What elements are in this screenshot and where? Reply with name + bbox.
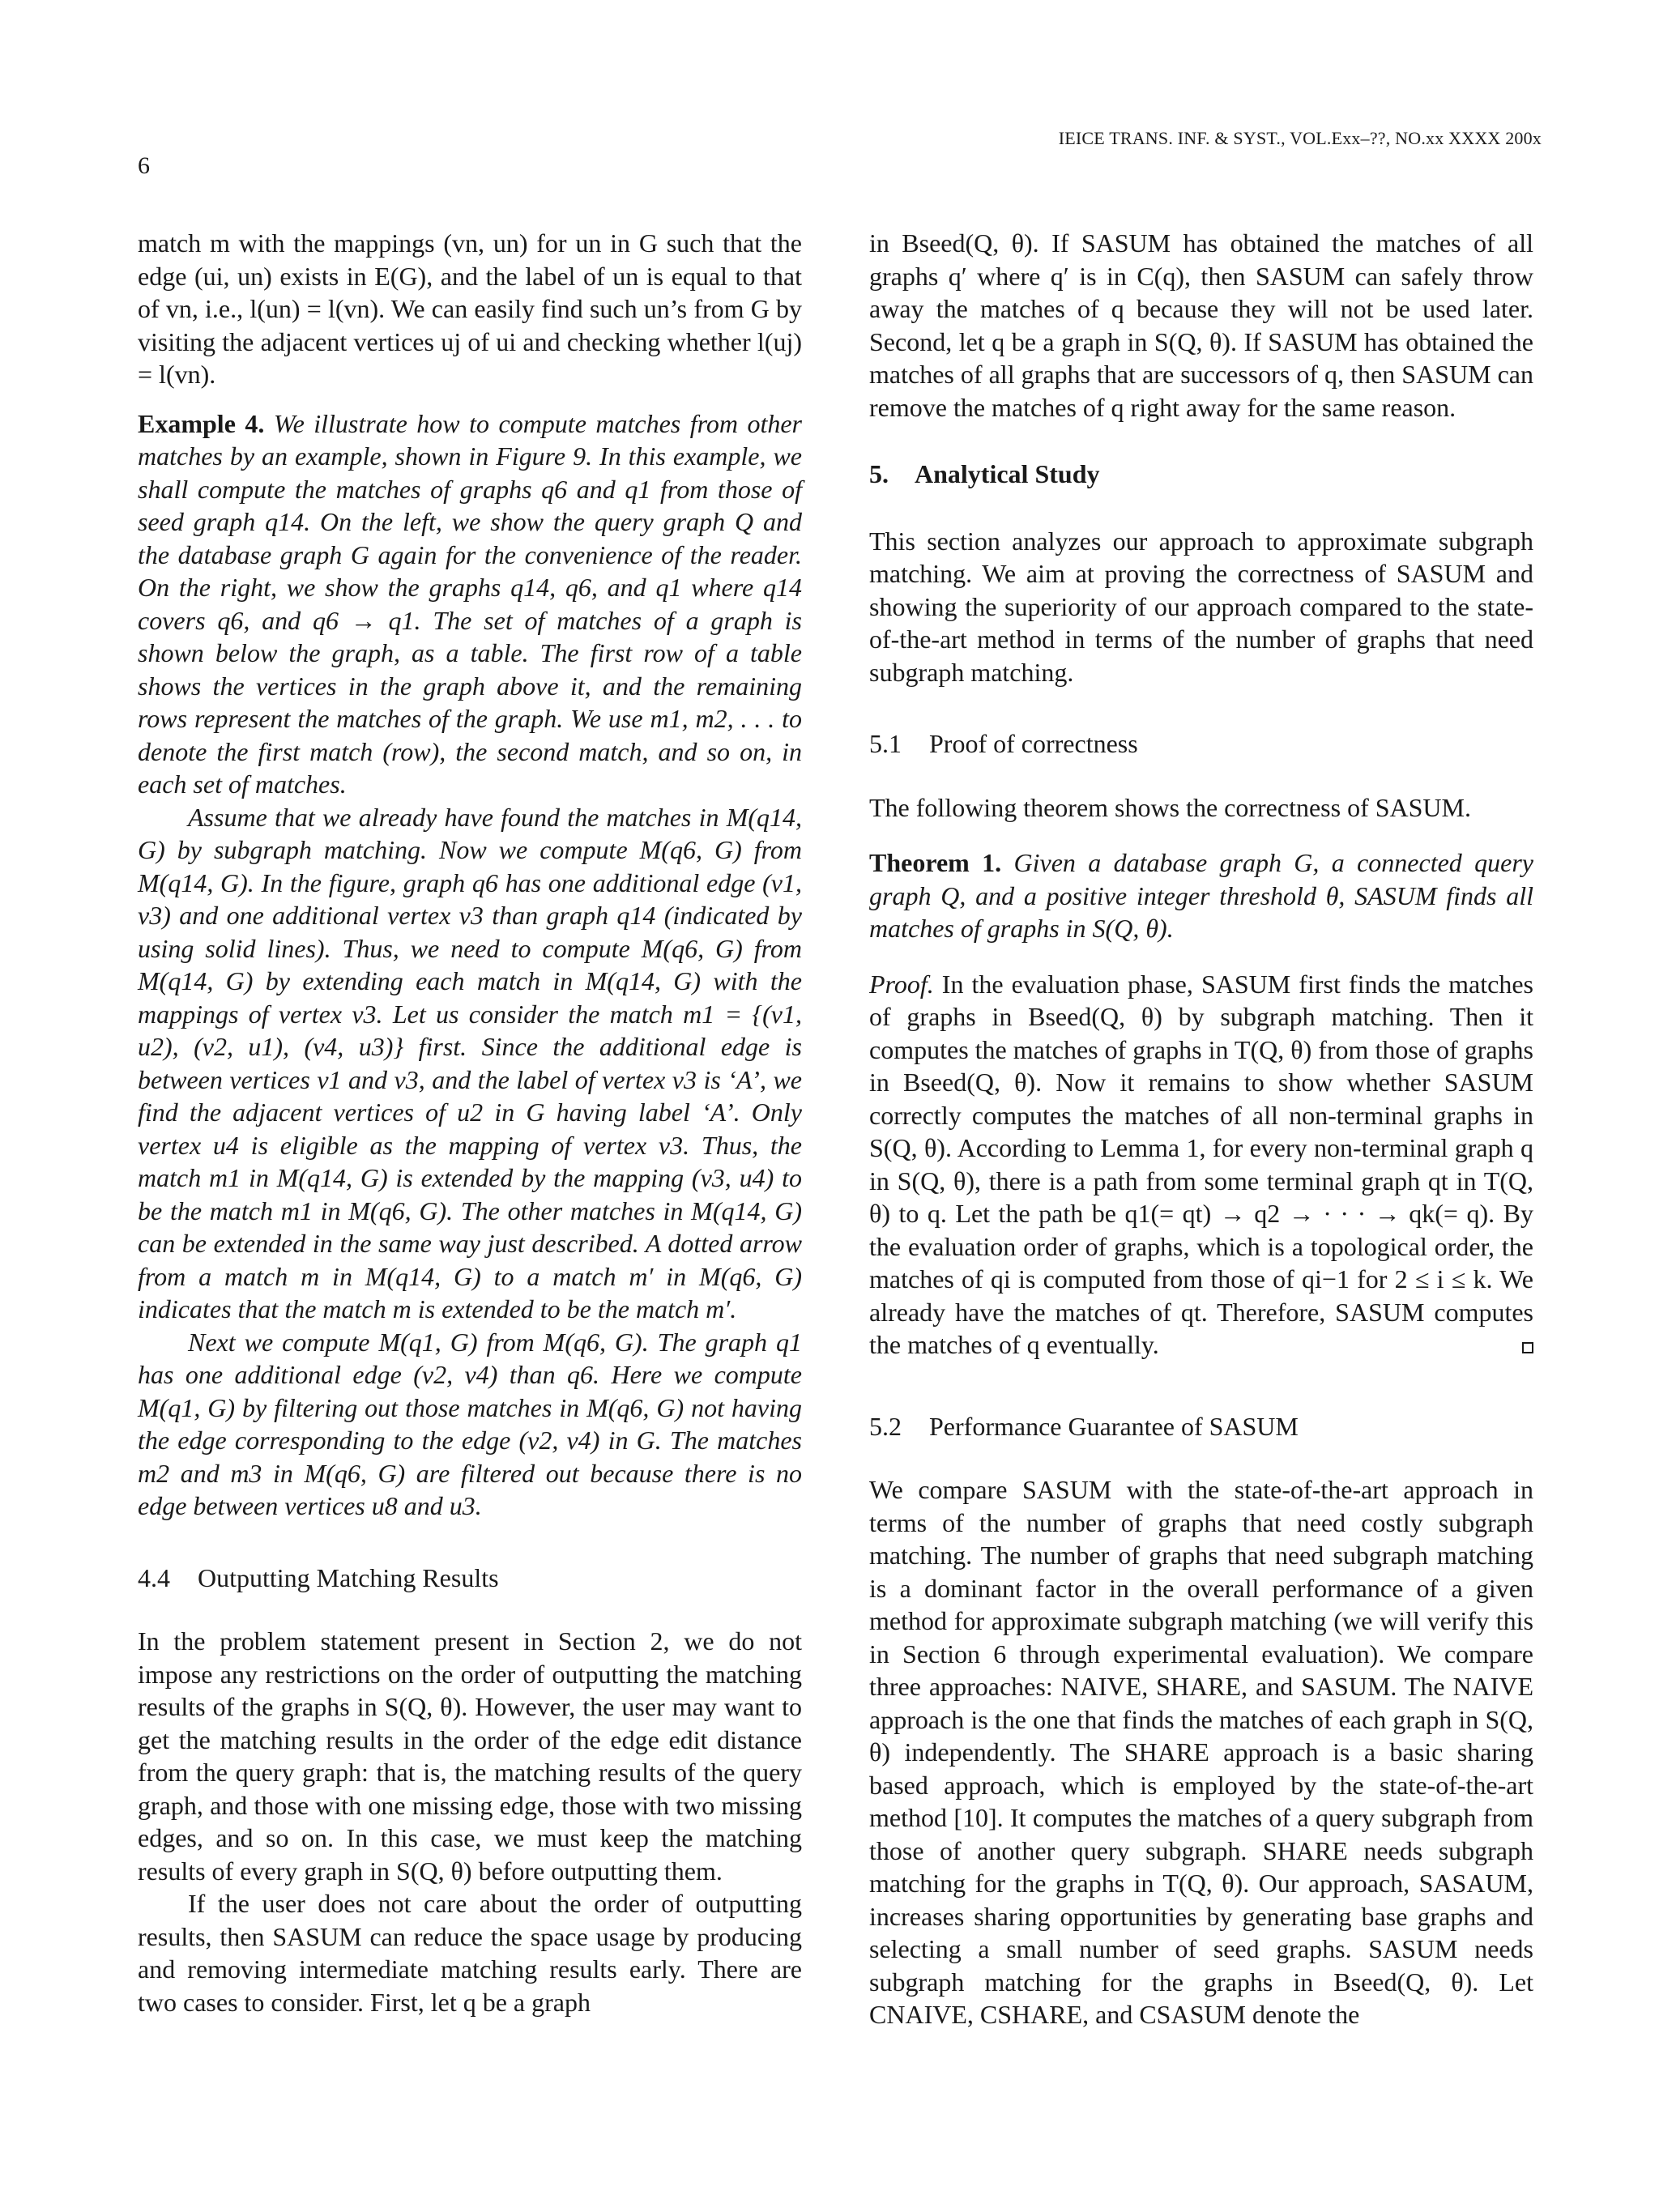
proof-label: Proof.: [869, 969, 934, 999]
theorem-1: [869, 846, 1533, 945]
proof-text: In the evaluation phase, SASUM first finds the matches of graphs in Bseed(Q, θ) by subgraph matching. Then it computes the matches of graphs in T(Q, θ) from those of graphs in Bseed(Q, θ). Now it remains to show whether SASUM correctly computes the matches of all non-terminal graphs in S(Q, θ). According to Lemma 1, for every non-terminal graph q in S(Q, θ), there is a path from some terminal graph qt in T(Q, θ) to q. Let the path be q1(= qt) → q2 → · · · → qk(= q). By the evaluation order of graphs, which is a topological order, the matches of qi is computed from those of qi−1 for 2 ≤ i ≤ k. We already have the matches of qt. Therefore, SASUM computes the matches of q eventually.: [869, 969, 1534, 1359]
right-column: [869, 227, 1533, 2031]
page-header: [138, 128, 1542, 177]
journal-running-head: IEICE TRANS. INF. & SYST., VOL.Exx–??, NO.xx XXXX 200x: [1058, 128, 1542, 148]
paragraph: We compare SASUM with the state-of-the-art approach in terms of the number of graphs that need costly subgraph matching. The number of graphs that need subgraph matching is a dominant factor in the overall performance of a given method for approximate subgraph matching (we will verify this in Section 6 through experimental evaluation). We compare three approaches: NAIVE, SHARE, and SASUM. The NAIVE approach is the one that finds the matches of each graph in S(Q, θ) independently. The SHARE approach is a basic sharing based approach, which is employed by the state-of-the-art method [10]. It computes the matches of a query subgraph from those of another query subgraph. SHARE needs subgraph matching for the graphs in T(Q, θ). Our approach, SASAUM, increases sharing opportunities by generating base graphs and selecting a small number of seed graphs. SASUM needs subgraph matching for the graphs in Bseed(Q, θ). Let CNAIVE, CSHARE, and CSASUM denote the: [869, 1475, 1533, 2029]
paragraph: If the user does not care about the order of outputting results, then SASUM can reduce the space usage by producing and removing intermediate matching results early. There are two cases to consider. First, let q be a graph: [138, 1889, 802, 2017]
example-4: [138, 407, 802, 801]
example-label: Example 4.: [138, 408, 265, 438]
subsection-number: 5.2: [869, 1411, 902, 1441]
page-number: 6: [138, 152, 150, 179]
paragraph: In the problem statement present in Section 2, we do not impose any restrictions on the order of outputting the matching results of the graphs in S(Q, θ). However, the user may want to get the matching results in the order of the edge edit distance from the query graph: that is, the matching results of the query graph, and those with one missing edge, those with two missing edges, and so on. In this case, we must keep the matching results of every graph in S(Q, θ) before outputting them.: [138, 1626, 802, 1886]
section-heading-5: [869, 458, 1533, 491]
paragraph: The following theorem shows the correctness of SASUM.: [869, 792, 1471, 822]
proof: [869, 968, 1533, 1362]
paragraph: This section analyzes our approach to approximate subgraph matching. We aim at proving the correctness of SASUM and showing the superiority of our approach compared to the state-of-the-art method in terms of the number of graphs that need subgraph matching.: [869, 526, 1533, 687]
section-number: 5.: [869, 459, 889, 488]
theorem-label: Theorem 1.: [869, 848, 1002, 877]
qed-box-icon: [1522, 1342, 1533, 1353]
subsection-heading-4-4: [138, 1562, 802, 1595]
subsection-number: 5.1: [869, 729, 902, 758]
paragraph: in Bseed(Q, θ). If SASUM has obtained the matches of all graphs q′ where q′ is in C(q), then SASUM can safely throw away the matches of q because they will not be used later. Second, let q be a graph in S(Q, θ). If SASUM has obtained the matches of all graphs that are successors of q, then SASUM can remove the matches of q right away for the same reason.: [869, 228, 1533, 422]
subsection-heading-5-2: [869, 1410, 1533, 1443]
paragraph: match m with the mappings (vn, un) for un in G such that the edge (ui, un) exists in E(G), and the label of un is equal to that of vn, i.e., l(un) = l(vn). We can easily find such un’s from G by visiting the adjacent vertices uj of ui and checking whether l(uj) = l(vn).: [138, 228, 802, 389]
subsection-number: 4.4: [138, 1562, 170, 1592]
subsection-title: Proof of correctness: [929, 729, 1138, 758]
left-column: [138, 227, 802, 2018]
subsection-title: Outputting Matching Results: [198, 1562, 499, 1592]
subsection-heading-5-1: [869, 727, 1533, 761]
theorem-text: Given a database graph G, a connected query graph Q, and a positive integer threshold θ, SASUM finds all matches of graphs in S(Q, θ).: [869, 848, 1533, 943]
example-paragraph: Next we compute M(q1, G) from M(q6, G). The graph q1 has one additional edge (v2, v4) than q6. Here we compute M(q1, G) by filtering out those matches in M(q6, G) not having the edge corresponding to the edge (v2, v4) in G. The matches m2 and m3 in M(q6, G) are filtered out because there is no edge between vertices u8 and u3.: [138, 1327, 802, 1520]
example-text: We illustrate how to compute matches from other matches by an example, shown in Figure 9. In this example, we shall compute the matches of graphs q6 and q1 from those of seed graph q14. On the left, we show the query graph Q and the database graph G again for the convenience of the reader. On the right, we show the graphs q14, q6, and q1 where q14 covers q6, and q6 → q1. The set of matches of a graph is shown below the graph, as a table. The first row of a table shows the vertices in the graph above it, and the remaining rows represent the matches of the graph. We use m1, m2, . . . to denote the first match (row), the second match, and so on, in each set of matches.: [138, 408, 803, 799]
example-paragraph: Assume that we already have found the matches in M(q14, G) by subgraph matching. Now we compute M(q6, G) from M(q14, G). In the figure, graph q6 has one additional edge (v1, v3) and one additional vertex v3 than graph q14 (indicated by using solid lines). Thus, we need to compute M(q6, G) from M(q14, G) by extending each match in M(q14, G) with the mappings of vertex v3. Let us consider the match m1 = {(v1, u2), (v2, u1), (v4, u3)} first. Since the additional edge is between vertices v1 and v3, and the label of vertex v3 is ‘A’, we find the adjacent vertices of u2 in G having label ‘A’. Only vertex u4 is eligible as the mapping of vertex v3. Thus, the match m1 in M(q14, G) is extended by the mapping (v3, u4) to be the match m1 in M(q6, G). The other matches in M(q14, G) can be extended in the same way just described. A dotted arrow from a match m in M(q14, G) to a match m′ in M(q6, G) indicates that the match m is extended to be the match m′.: [138, 802, 802, 1323]
subsection-title: Performance Guarantee of SASUM: [929, 1411, 1299, 1441]
section-title: Analytical Study: [915, 459, 1100, 488]
